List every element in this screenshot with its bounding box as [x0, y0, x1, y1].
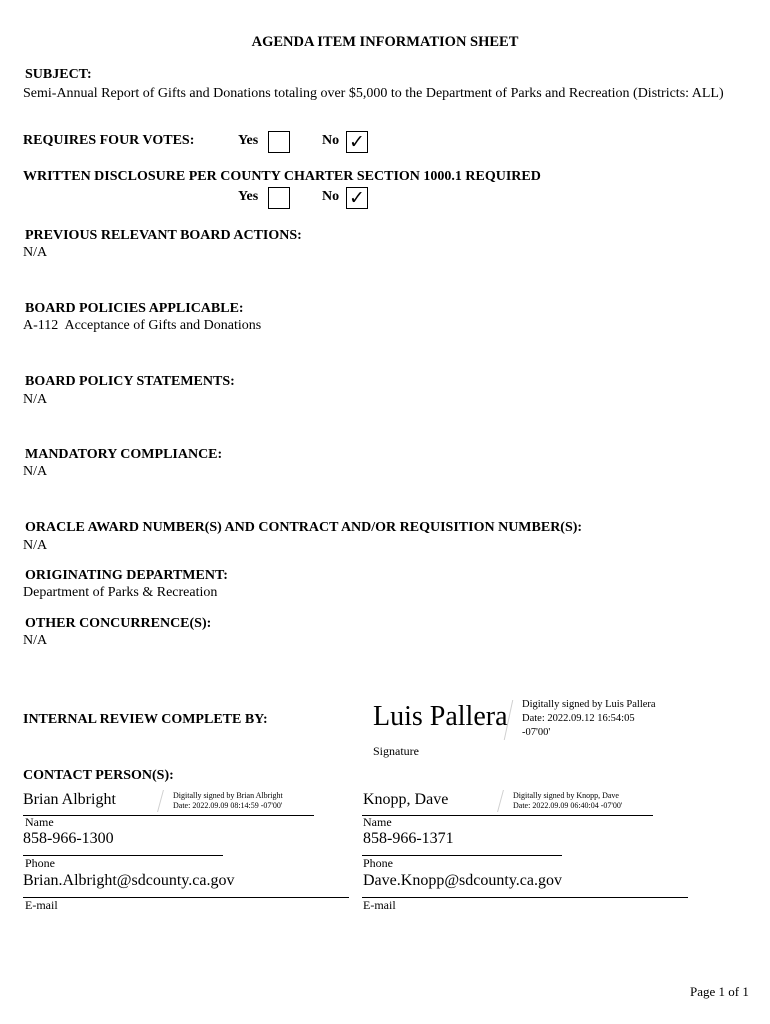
disclosure-label: WRITTEN DISCLOSURE PER COUNTY CHARTER SECTION 1000.1 REQUIRED	[23, 169, 541, 184]
contact-2-email-caption: E-mail	[363, 898, 396, 912]
four-votes-no-label: No	[322, 133, 340, 148]
internal-review-signer: Luis Pallera	[373, 701, 508, 732]
contact-1-name-caption: Name	[25, 815, 54, 829]
other-concurrence-label: OTHER CONCURRENCE(S):	[25, 616, 212, 631]
previous-actions-label: PREVIOUS RELEVANT BOARD ACTIONS:	[25, 228, 302, 243]
originating-department-value: Department of Parks & Recreation	[23, 585, 218, 600]
signature-caption: Signature	[373, 744, 419, 758]
contact-2-digital-line1: Digitally signed by Knopp, Dave	[513, 791, 619, 800]
page-number: Page 1 of 1	[690, 984, 749, 999]
contact-1-digital-signature	[173, 791, 283, 811]
contacts-label: CONTACT PERSON(S):	[23, 768, 174, 783]
internal-review-digital-line1: Digitally signed by Luis Pallera	[522, 699, 656, 710]
previous-actions-value: N/A	[23, 245, 48, 260]
contact-2-email-rule	[362, 897, 688, 898]
oracle-label: ORACLE AWARD NUMBER(S) AND CONTRACT AND/OR REQUISITION NUMBER(S):	[25, 520, 583, 535]
contact-1-phone-caption: Phone	[25, 856, 55, 870]
contact-1-digital-line1: Digitally signed by Brian Albright	[173, 791, 283, 800]
contact-1-email: Brian.Albright@sdcounty.ca.gov	[23, 872, 235, 889]
page-title: AGENDA ITEM INFORMATION SHEET	[251, 34, 519, 50]
contact-2-digital-line2: Date: 2022.09.09 06:40:04 -07'00'	[513, 801, 623, 810]
contact-1-email-rule	[23, 897, 349, 898]
mandatory-compliance-label: MANDATORY COMPLIANCE:	[25, 447, 223, 462]
internal-review-digital-line2: Date: 2022.09.12 16:54:05	[522, 713, 635, 724]
four-votes-yes-checkbox[interactable]	[268, 131, 290, 153]
four-votes-label: REQUIRES FOUR VOTES:	[23, 133, 195, 148]
disclosure-no-checkbox[interactable]: ✓	[346, 187, 368, 209]
four-votes-no-checkbox[interactable]: ✓	[346, 131, 368, 153]
internal-review-digital-signature	[522, 698, 682, 740]
policies-applicable-label: BOARD POLICIES APPLICABLE:	[25, 301, 244, 316]
contact-2-name-caption: Name	[363, 815, 392, 829]
originating-department-label: ORIGINATING DEPARTMENT:	[25, 568, 228, 583]
contact-2-name-rule	[362, 815, 653, 816]
contact-2-email: Dave.Knopp@sdcounty.ca.gov	[363, 872, 562, 889]
contact-1-name: Brian Albright	[23, 791, 116, 808]
contact-2-phone: 858-966-1371	[363, 830, 454, 847]
contact-2-phone-caption: Phone	[363, 856, 393, 870]
oracle-value: N/A	[23, 538, 48, 553]
disclosure-no-label: No	[322, 189, 340, 204]
contact-1-digital-line2: Date: 2022.09.09 08:14:59 -07'00'	[173, 801, 283, 810]
disclosure-yes-label: Yes	[238, 189, 259, 204]
contact-1-name-rule	[23, 815, 314, 816]
policy-statements-value: N/A	[23, 392, 48, 407]
other-concurrence-value: N/A	[23, 633, 48, 648]
contact-1-phone: 858-966-1300	[23, 830, 114, 847]
policies-applicable-value: A-112 Acceptance of Gifts and Donations	[23, 318, 262, 333]
contact-1-seal-mark	[157, 790, 174, 812]
contact-2-seal-mark	[497, 790, 514, 812]
mandatory-compliance-value: N/A	[23, 464, 48, 479]
internal-review-label: INTERNAL REVIEW COMPLETE BY:	[23, 712, 268, 727]
contact-2-digital-signature	[513, 791, 622, 811]
four-votes-yes-label: Yes	[238, 133, 259, 148]
disclosure-yes-checkbox[interactable]	[268, 187, 290, 209]
subject-value: Semi-Annual Report of Gifts and Donations totaling over $5,000 to the Department of Parks and Recreation (Districts: ALL)	[23, 86, 724, 101]
contact-2-name: Knopp, Dave	[363, 791, 449, 808]
policy-statements-label: BOARD POLICY STATEMENTS:	[25, 374, 235, 389]
internal-review-digital-line3: -07'00'	[522, 727, 551, 738]
subject-label: SUBJECT:	[25, 67, 92, 82]
contact-1-email-caption: E-mail	[25, 898, 58, 912]
